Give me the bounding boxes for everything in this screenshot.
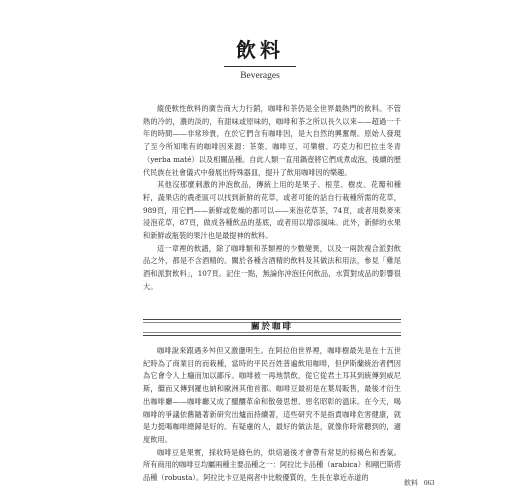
section-heading: 關於咖啡 xyxy=(250,322,293,332)
intro-text xyxy=(143,103,401,294)
page-footer xyxy=(404,478,435,488)
intro-paragraph: 縱使軟性飲料的廣告商大力行銷，咖啡和茶仍是全世界最熱門的飲料。不管熱的冷的，濃的淡的，有甜味或原味的，咖啡和茶之所以長久以來——超過一千年的時間——非常珍貴，在於它們含有咖啡因，是大自然的興奮劑。原始人發現了至今所知唯有的咖啡因來源：茶葉、咖啡豆、可樂樹、巧克力和巴拉圭冬青（yerba maté）以及相關品種。自此人類一直用鍋壺將它們成煮或泡，後續的歷代民族在社會儀式中發展出特殊器皿，提升了飲用咖啡因的樂趣。 xyxy=(143,104,401,177)
title-divider xyxy=(224,66,296,67)
intro-paragraph: 其他沒那麼刺激的沖泡飲品，傳統上用的是果子、根莖、樹皮、花瓣和種籽，蔬果店的農產區可以找到新鮮的花草，或者可能的話自行栽種所需的花草，989頁，用它們——新鮮或乾燥的都可以——來泡花草茶，74頁，或者用麩麥來浸泡花草，87頁，做成各種飲品的基底，或者用以增添風味。此外，新鮮的水果和新鮮或瓶裝的果汁也是最提神的飲料。 xyxy=(143,180,401,241)
section-text xyxy=(143,345,401,485)
section-heading-box xyxy=(143,319,401,336)
page-number: 063 xyxy=(424,479,435,487)
chapter-subtitle: Beverages xyxy=(240,71,280,81)
chapter-title: 飲料 xyxy=(236,38,284,62)
footer-section-name: 飲料 xyxy=(404,479,418,487)
section-paragraph: 咖啡說來跟遇多舛但又激盪明生。在阿拉伯世界裡，咖啡樹最先是在十五世紀時為了商業目的而栽種，當時的平民百姓普遍飲用咖啡，但伊斯蘭統治者們因為它會令人上癮而加以鄙斥。咖啡被一再地禁飲，從它從君土耳其到統傳到威尼斯，繼而又傳到羅也納和歐洲其他首都。咖啡豆最初是在葉局販售，最後才衍生出咖啡廳——咖啡廳又成了醞釀革命和散發思想、惡名昭彰的溫床。在今天，喝咖啡的爭議依舊隨著新研究出爐而持續著，這些研究不是指責咖啡危害健康，就是力挺喝咖啡總歸是好的。有疑慮的人，最好的做法是，就像你時常聽到的，適度飲用。 xyxy=(143,346,401,444)
intro-paragraph: 這一章裡的飲譜，除了咖啡類和茶類裡的少數變異，以及一兩款複合派對飲品之外，都是不含酒精的。關於各種含酒精的飲料及其做法和用法，參見「雞尾酒和派對飲料」，107頁。記住一點，無論你沖泡任何飲品，水質對成品的影響很大。 xyxy=(143,243,401,291)
section-paragraph: 咖啡豆是果實，採收時是綠色的，烘焙過後才會帶有常見的棕褐色和香氣。所有商用的咖啡豆均屬兩種主要品種之一：阿拉比卡品種（arabica）和剛巴斯塔品種（robusta）。阿拉比卡豆是兩者中比較優質的，生長在靠近赤道的 xyxy=(143,447,401,483)
